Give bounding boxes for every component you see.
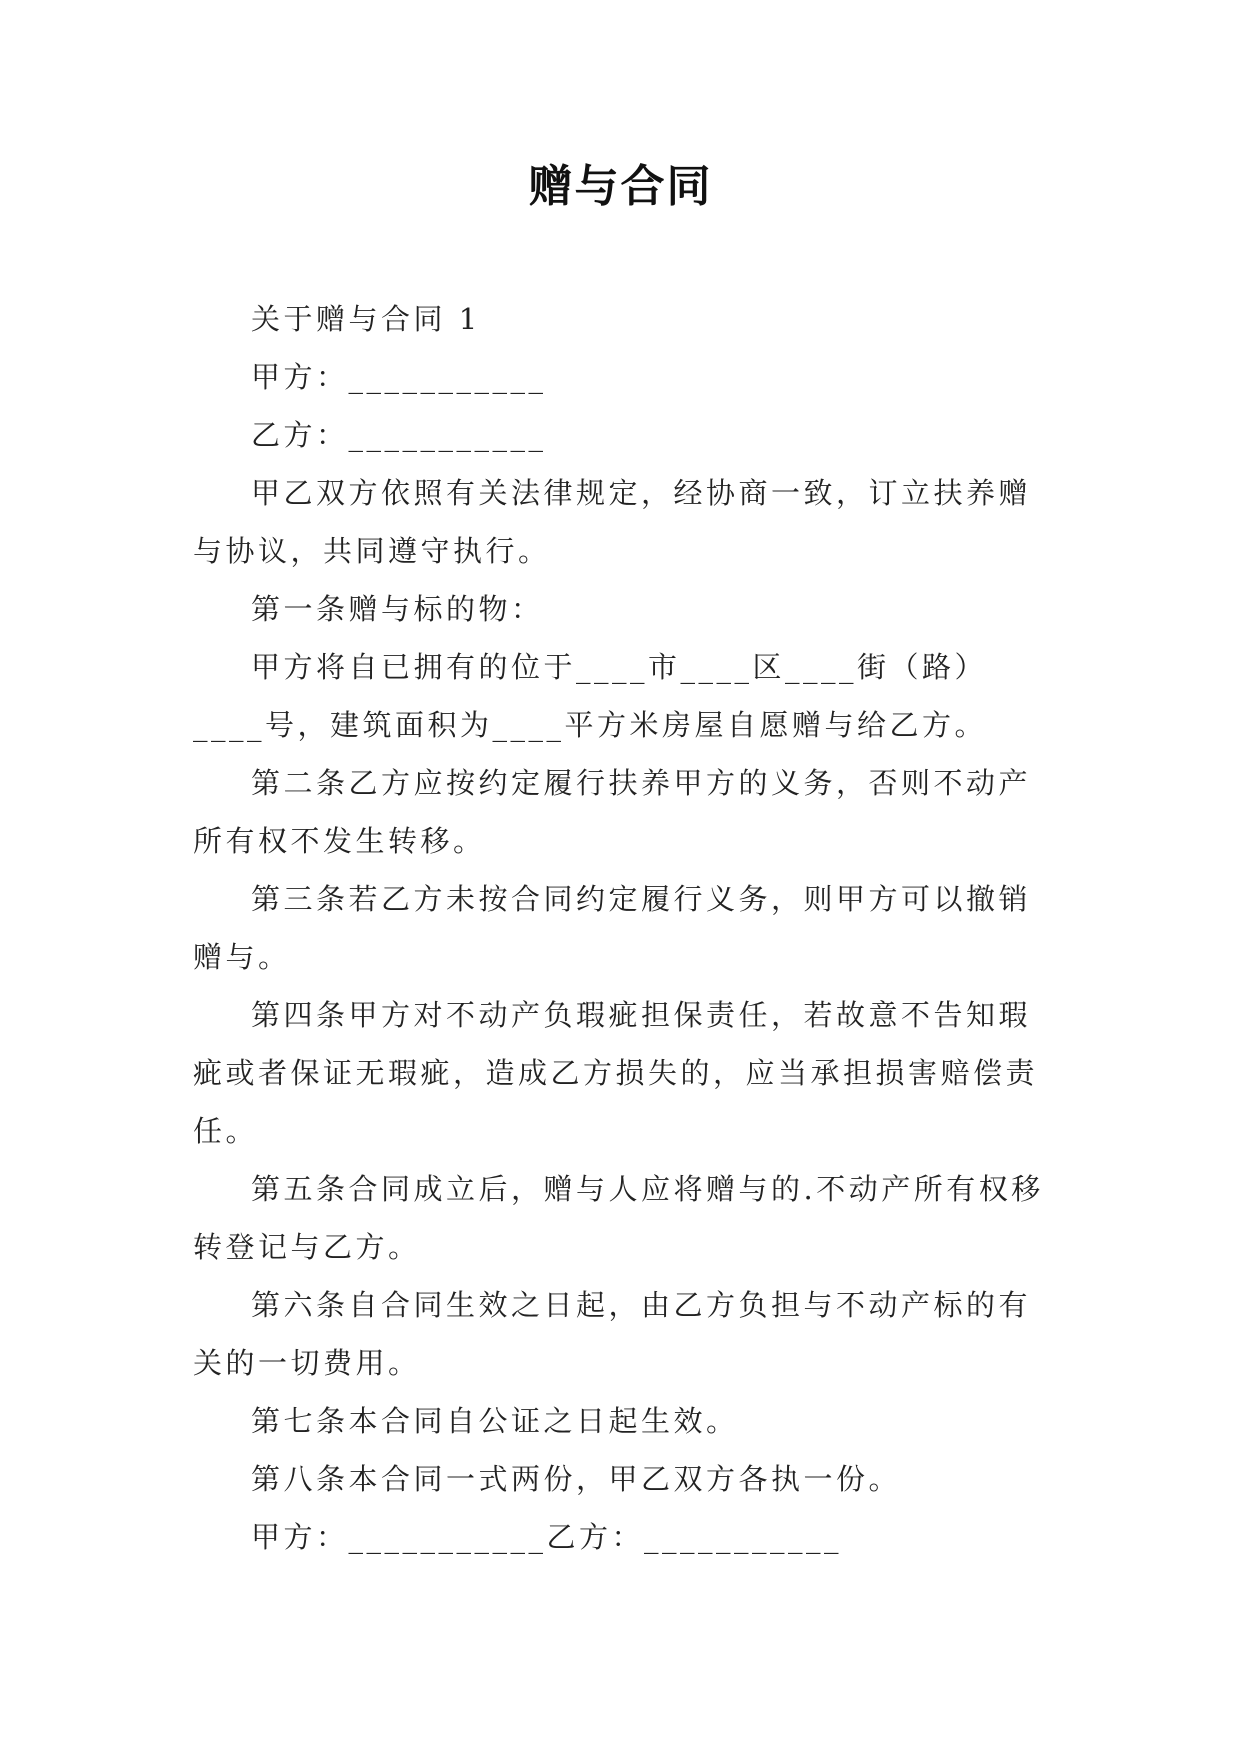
paragraph-preamble: 甲乙双方依照有关法律规定，经协商一致，订立扶养赠与协议，共同遵守执行。: [193, 476, 1032, 568]
paragraph-article-4: 第四条甲方对不动产负瑕疵担保责任，若故意不告知瑕疵或者保证无瑕疵，造成乙方损失的，应当承担损害赔偿责任。: [193, 998, 1039, 1148]
paragraph-article-3: 第三条若乙方未按合同约定履行义务，则甲方可以撤销赠与。: [193, 882, 1032, 974]
paragraph-article-1-heading: 第一条赠与标的物：: [251, 592, 544, 626]
paragraph-article-6: 第六条自合同生效之日起，由乙方负担与不动产标的有关的一切费用。: [193, 1288, 1032, 1380]
paragraph-signatures: 甲方：___________乙方：___________: [251, 1520, 843, 1554]
paragraph-article-5: 第五条合同成立后，赠与人应将赠与的.不动产所有权移转登记与乙方。: [193, 1172, 1044, 1264]
paragraph-subtitle: 关于赠与合同 1: [251, 302, 481, 336]
paragraph-party-a: 甲方：___________: [251, 360, 547, 394]
document-title: 赠与合同: [528, 161, 713, 212]
document-body: [193, 290, 1051, 1566]
paragraph-article-1-body: 甲方将自已拥有的位于____市____区____街（路）____号，建筑面积为____平方米房屋自愿赠与给乙方。: [193, 650, 988, 742]
paragraph-party-b: 乙方：___________: [251, 418, 547, 452]
paragraph-article-2: 第二条乙方应按约定履行扶养甲方的义务，否则不动产所有权不发生转移。: [193, 766, 1032, 858]
paragraph-article-7: 第七条本合同自公证之日起生效。: [251, 1404, 739, 1438]
paragraph-article-8: 第八条本合同一式两份，甲乙双方各执一份。: [251, 1462, 902, 1496]
